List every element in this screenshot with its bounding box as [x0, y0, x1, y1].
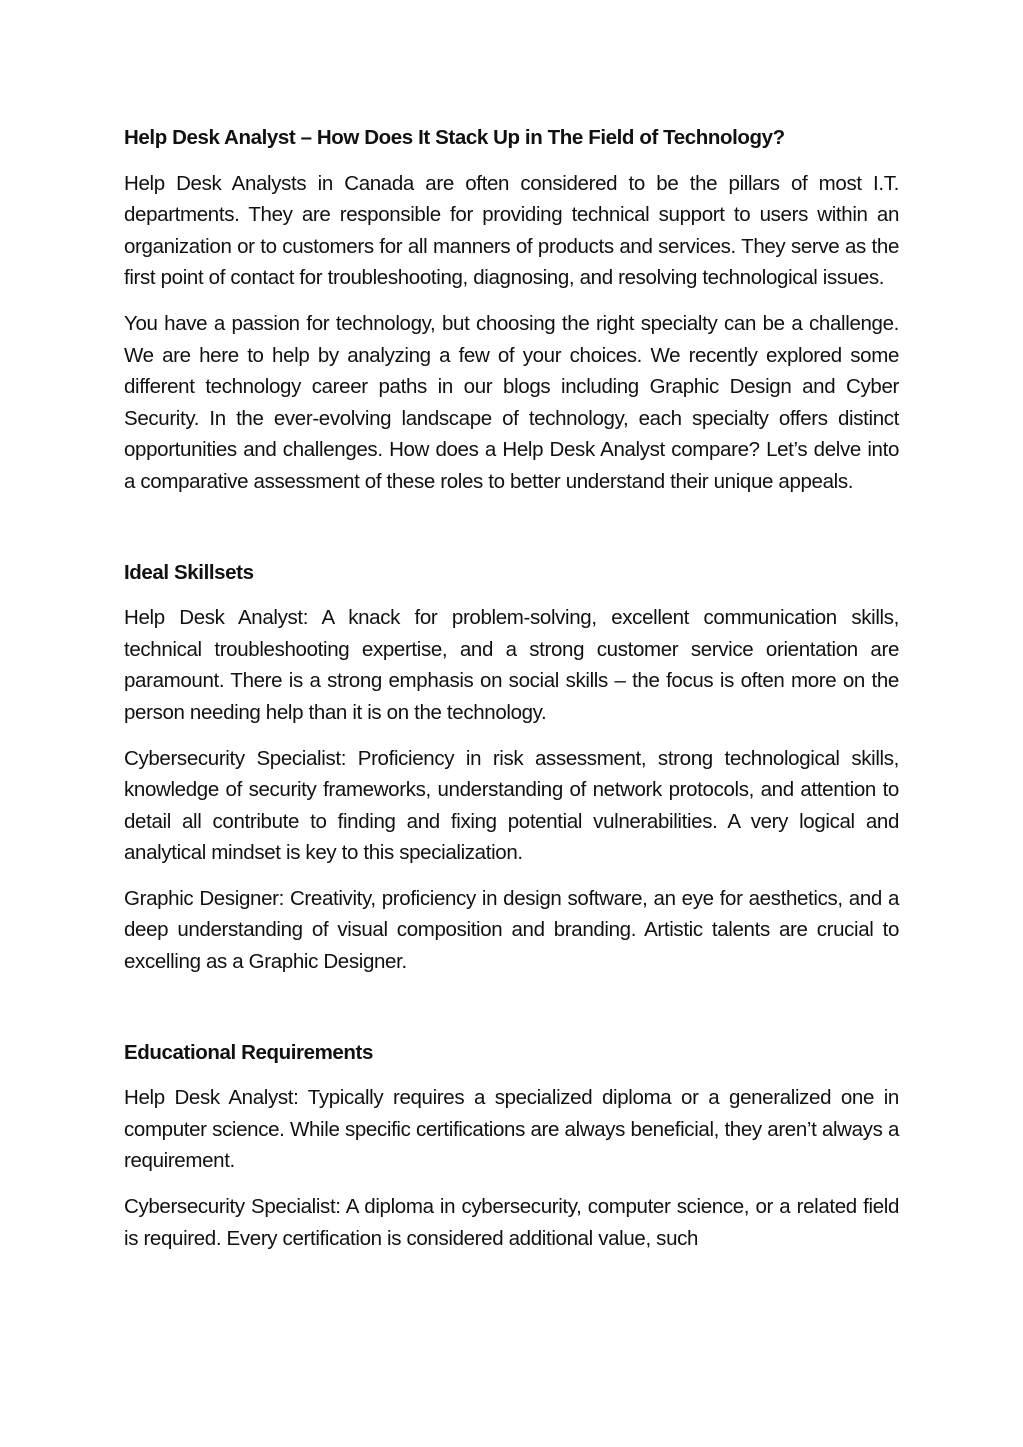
intro-paragraph: You have a passion for technology, but choosing the right specialty can be a challenge. We are here to help by analyzing a few of your choices. We recently explored some different technology career paths in our blogs including Graphic Design and Cyber Security. In the ever-evolving landscape of technology, each specialty offers distinct opportunities and challenges. How does a Help Desk Analyst compare? Let’s delve into a comparative assessment of these roles to better understand their unique appeals.: [124, 311, 899, 493]
skillset-paragraph: Help Desk Analyst: A knack for problem-solving, excellent communication skills, technical troubleshooting expertise, and a strong customer service orientation are paramount. There is a strong emphasis on social skills – the focus is often more on the person needing help than it is on the technology.: [124, 606, 899, 724]
education-paragraph: Help Desk Analyst: Typically requires a specialized diploma or a generalized one in computer science. While specific certifications are always beneficial, they aren’t always a requirement.: [124, 1086, 899, 1173]
skillset-paragraph: Graphic Designer: Creativity, proficiency in design software, an eye for aesthetics, and a deep understanding of visual composition and branding. Artistic talents are crucial to excelling as a Graphic Designer.: [124, 886, 899, 974]
document-page: [124, 122, 899, 1268]
document-title: Help Desk Analyst – How Does It Stack Up in The Field of Technology?: [124, 126, 785, 149]
skillset-paragraph: Cybersecurity Specialist: Proficiency in risk assessment, strong technological skills, knowledge of security frameworks, understanding of network protocols, and attention to detail all contribute to finding and fixing potential vulnerabilities. A very logical and analytical mindset is key to this specialization.: [124, 746, 899, 865]
section-heading-education: Educational Requirements: [124, 1040, 373, 1064]
education-paragraph: Cybersecurity Specialist: A diploma in cybersecurity, computer science, or a related field is required. Every certification is considered additional value, such: [124, 1195, 899, 1250]
intro-paragraph: Help Desk Analysts in Canada are often considered to be the pillars of most I.T. departments. They are responsible for providing technical support to users within an organization or to customers for all manners of products and services. They serve as the first point of contact for troubleshooting, diagnosing, and resolving technological issues.: [124, 171, 899, 290]
section-heading-skillsets: Ideal Skillsets: [124, 560, 254, 584]
